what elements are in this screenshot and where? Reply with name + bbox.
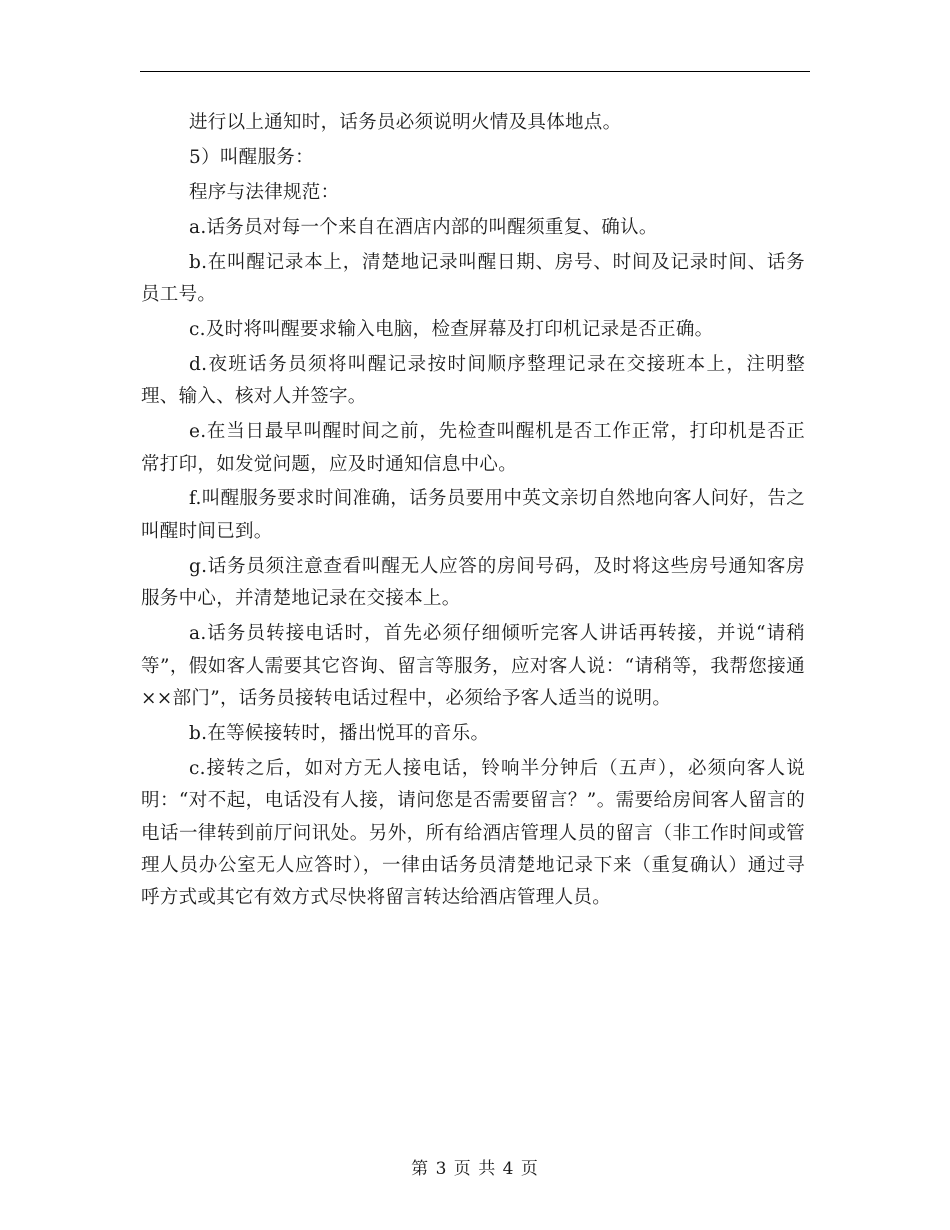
paragraph: 进行以上通知时，话务员必须说明火情及具体地点。 bbox=[189, 112, 622, 133]
paragraph: e.在当日最早叫醒时间之前，先检查叫醒机是否工作正常，打印机是否正常打印，如发觉问题，应及时通知信息中心。 bbox=[141, 421, 805, 475]
paragraph: f.叫醒服务要求时间准确，话务员要用中英文亲切自然地向客人问好，告之叫醒时间已到。 bbox=[141, 488, 805, 542]
paragraph: a.话务员转接电话时，首先必须仔细倾听完客人讲话再转接，并说“请稍等”，假如客人需要其它咨询、留言等服务，应对客人说：“请稍等，我帮您接通××部门”，话务员接转电话过程中，必须给予客人适当的说明。 bbox=[141, 623, 805, 709]
paragraph: c.及时将叫醒要求输入电脑，检查屏幕及打印机记录是否正确。 bbox=[189, 318, 714, 340]
page-number-footer: 第 3 页 共 4 页 bbox=[411, 1159, 539, 1179]
paragraph: b.在等候接转时，播出悦耳的音乐。 bbox=[189, 722, 490, 744]
document-body bbox=[141, 107, 805, 917]
paragraph: 程序与法律规范： bbox=[189, 181, 340, 203]
paragraph: g.话务员须注意查看叫醒无人应答的房间号码，及时将这些房号通知客房服务中心，并清楚地记录在交接本上。 bbox=[141, 555, 805, 610]
paragraph: a.话务员对每一个来自在酒店内部的叫醒须重复、确认。 bbox=[189, 216, 658, 238]
paragraph: 5）叫醒服务： bbox=[189, 146, 314, 168]
paragraph: c.接转之后，如对方无人接电话，铃响半分钟后（五声），必须向客人说明：“对不起，电话没有人接，请问您是否需要留言？”。需要给房间客人留言的电话一律转到前厅问讯处。另外，所有给酒店管理人员的留言（非工作时间或管理人员办公室无人应答时），一律由话务员清楚地记录下来（重复确认）通过寻呼方式或其它有效方式尽快将留言转达给酒店管理人员。 bbox=[141, 757, 805, 909]
paragraph: d.夜班话务员须将叫醒记录按时间顺序整理记录在交接班本上，注明整理、输入、核对人并签字。 bbox=[141, 353, 805, 408]
paragraph: b.在叫醒记录本上，清楚地记录叫醒日期、房号、时间及记录时间、话务员工号。 bbox=[141, 251, 805, 306]
header-rule bbox=[140, 71, 810, 72]
